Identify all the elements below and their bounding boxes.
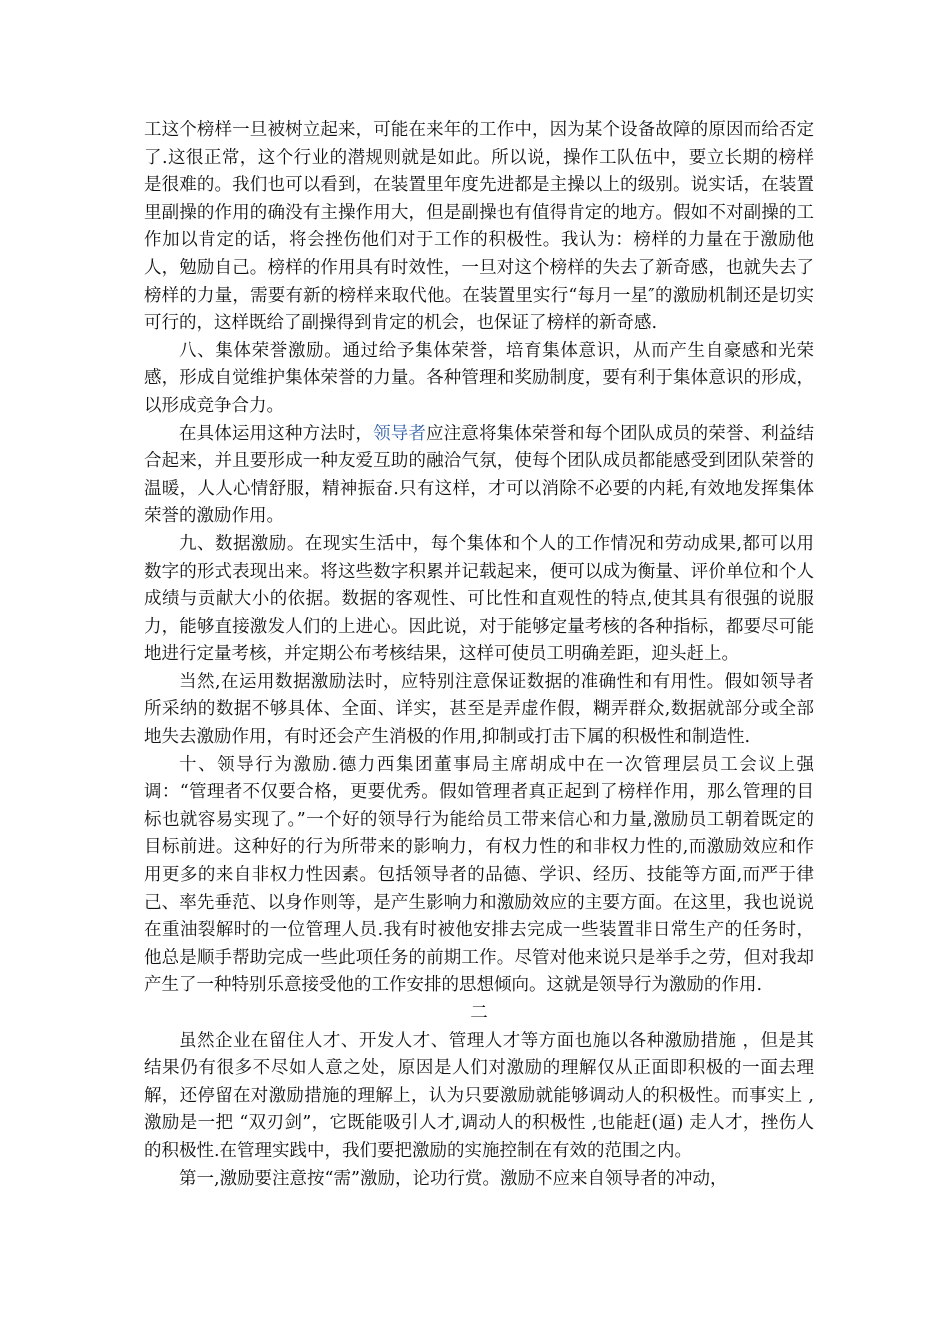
section-heading: 二 (470, 1003, 488, 1023)
document-body (144, 117, 814, 1193)
paragraph-text-end: 应注意将集体荣誉和每个团队成员的荣誉、利益结合起来，并且要形成一种友爱互助的融洽气氛，使每个团队成员都能感受到团队荣誉的温暖，人人心情舒服，精神振奋.只有这样，才可以消除不必要的内耗,有效地发挥集体荣誉的激励作用。 (144, 423, 815, 527)
paragraph-collective-honor: 八、集体荣誉激励。通过给予集体荣誉，培育集体意识，从而产生自豪感和光荣感，形成自觉维护集体荣誉的力量。各种管理和奖励制度，要有利于集体意识的形成，以形成竞争合力。 (144, 340, 814, 416)
paragraph-data-incentive-caution: 当然,在运用数据激励法时，应特别注意保证数据的准确性和有用性。假如领导者所采纳的数据不够具体、全面、详实，甚至是弄虚作假，糊弄群众,数据就部分或全部地失去激励作用，有时还会产生消极的作用,抑制或打击下属的积极性和制造性. (144, 671, 814, 748)
paragraph-role-model: 工这个榜样一旦被树立起来，可能在来年的工作中，因为某个设备故障的原因而给否定了.这很正常，这个行业的潜规则就是如此。所以说，操作工队伍中，要立长期的榜样是很难的。我们也可以看到，在装置里年度先进都是主操以上的级别。说实话，在装置里副操的作用的确没有主操作用大，但是副操也有值得肯定的地方。假如不对副操的工作加以肯定的话，将会挫伤他们对于工作的积极性。我认为：榜样的力量在于激励他人，勉励自己。榜样的作用具有时效性，一旦对这个榜样的失去了新奇感，也就失去了榜样的力量，需要有新的榜样来取代他。在装置里实行“每月一星″的激励机制还是切实可行的，这样既给了副操得到肯定的机会，也保证了榜样的新奇感. (144, 120, 814, 334)
paragraph-leadership-behavior: 十、领导行为激励.德力西集团董事局主席胡成中在一次管理层员工会议上强调：“管理者不仅要合格，更要优秀。假如管理者真正起到了榜样作用，那么管理的目标也就容易实现了。”一个好的领导行为能给员工带来信心和力量,激励员工朝着既定的目标前进。这种好的行为所带来的影响力，有权力性的和非权力性的,而激励效应和作用更多的来自非权力性因素。包括领导者的品德、学识、经历、技能等方面,而严于律己、率先垂范、以身作则等，是产生影响力和激励效应的主要方面。在这里，我也说说在重油裂解时的一位管理人员.我有时被他安排去完成一些装置非日常生产的任务时，他总是顺手帮助完成一些此项任务的前期工作。尽管对他来说只是举手之劳，但对我却产生了一种特别乐意接受他的工作安排的思想倾向。这就是领导行为激励的作用. (144, 754, 814, 996)
paragraph-collective-honor-usage (144, 421, 814, 531)
paragraph-text-start: 在具体运用这种方法时， (179, 423, 374, 444)
paragraph-double-edged-sword: 虽然企业在留住人才、开发人才、管理人才等方面也施以各种激励措施 ，但是其结果仍有很多不尽如人意之处，原因是人们对激励的理解仅从正面即积极的一面去理解，还停留在对激励措施的理解上，认为只要激励就能够调动人的积极性。而事实上 ,激励是一把 “双刃剑”，它既能吸引人才,调动人的积极性 ,也能赶(逼) 走人才，挫伤人的积极性.在管理实践中，我们要把激励的实施控制在有效的范围之内。 (144, 1030, 814, 1161)
leader-link[interactable]: 领导者 (373, 423, 427, 444)
paragraph-data-incentive: 九、数据激励。在现实生活中，每个集体和个人的工作情况和劳动成果,都可以用数字的形式表现出来。将这些数字积累并记载起来，便可以成为衡量、评价单位和个人成绩与贡献大小的依据。数据的客观性、可比性和直观性的特点,使其具有很强的说服力，能够直接激发人们的上进心。因此说，对于能够定量考核的各种指标，都要尽可能地进行定量考核，并定期公布考核结果，这样可使员工明确差距，迎头赶上。 (144, 533, 814, 665)
paragraph-incentive-by-need: 第一,激励要注意按“需”激励，论功行赏。激励不应来自领导者的冲动， (179, 1168, 728, 1189)
